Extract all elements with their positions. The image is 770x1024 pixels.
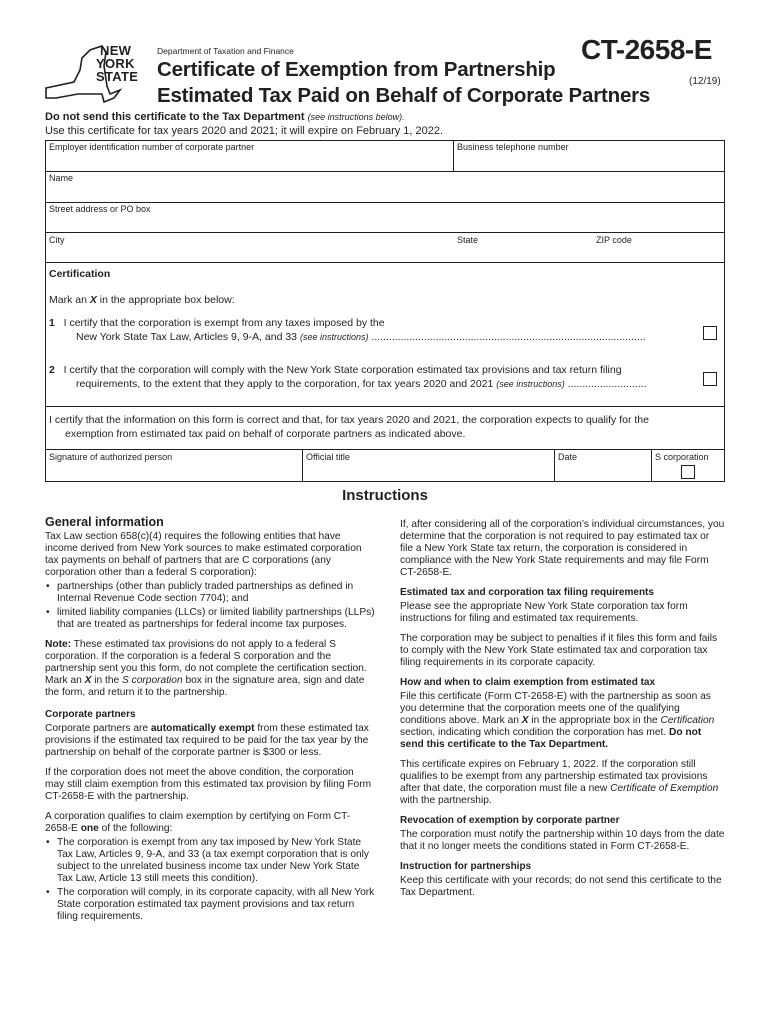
phone-field-label: Business telephone number [457, 142, 569, 152]
state-field-label: State [457, 235, 479, 245]
mark-instruction [49, 293, 235, 307]
item1-see-instructions: (see instructions) [299, 332, 369, 342]
use-period-notice: Use this certificate for tax years 2020 and 2021; it will expire on February 1, 2022. [45, 125, 444, 137]
form-number: CT-2658-E [581, 34, 712, 65]
date-field[interactable] [555, 462, 650, 481]
entity-list [45, 581, 375, 631]
certify-line2: exemption from estimated tax paid on behalf of corporate partners as indicated above. [65, 428, 466, 440]
corporate-partners-heading: Corporate partners [45, 709, 136, 720]
ein-field-label: Employer identification number of corporate partner [49, 142, 255, 152]
city-field-label: City [49, 235, 65, 245]
item1-number: 1 [49, 317, 55, 329]
department-name: Department of Taxation and Finance [157, 46, 294, 56]
note-paragraph: Note: These estimated tax provisions do not apply to a federal S corporation. If the corporation is a federal S corporation and the partnership sent you this form, do not complete the certification section. Mark an X in the S corporation box in the signature area, sign and date the form, and return it to the partnership. [45, 639, 367, 698]
penalties-text: The corporation may be subject to penalties if it files this form and fails to comply with the New York State estimated tax and corporation tax filing requirements in its corporate capacity. [400, 633, 718, 668]
certify-line1: I certify that the information on this form is correct and that, for tax years 2020 and 2021, the corporation expects to qualify for the [49, 414, 649, 426]
zip-field-label: ZIP code [596, 235, 632, 245]
general-information-text: Tax Law section 658(c)(4) requires the following entities that have income derived from New York sources to make estimated corporation tax payments on behalf of partners that are C corporations (any corporation other than a federal S corporation): [45, 531, 362, 578]
phone-field[interactable] [454, 152, 724, 170]
date-label: Date [558, 452, 578, 462]
form-title-line1: Certificate of Exemption from Partnership [157, 58, 556, 81]
name-field-label: Name [49, 173, 74, 183]
item2-line1: I certify that the corporation will comply with the New York State corporation estimated tax provisions and tax return filing [63, 364, 622, 376]
logo-line-new: NEW [100, 43, 132, 58]
mark-x: X [89, 294, 97, 306]
item1-line1: I certify that the corporation is exempt from any taxes imposed by the [63, 317, 385, 329]
instructions-right-column [400, 519, 725, 907]
list-item: • The corporation is exempt from any tax imposed by New York State Tax Law, Articles 9, 9-A, and 33 (a tax exempt corporation that is only subject to the unrelated business income tax under New York State Tax Law, Article 13 still meets this condition). [45, 837, 375, 885]
signature-label: Signature of authorized person [49, 452, 173, 462]
mark-suffix: in the appropriate box below: [96, 294, 235, 306]
logo-line-york: YORK [96, 56, 135, 71]
item2-leader-dots: ........................... [564, 378, 647, 390]
ein-field[interactable] [46, 152, 452, 170]
item2-number: 2 [49, 364, 55, 376]
ny-state-logo [44, 42, 154, 108]
item2-see-instructions: (see instructions) [496, 379, 565, 389]
form-title-line2: Estimated Tax Paid on Behalf of Corporate Partners [157, 84, 651, 107]
street-field[interactable] [46, 214, 724, 231]
certification-item-1 [49, 316, 709, 344]
partnerships-text: Keep this certificate with your records; do not send this certificate to the Tax Department. [400, 875, 722, 898]
logo-wordmark [96, 44, 138, 83]
instructions-left-column [45, 516, 375, 931]
corporate-partners-condition: If the corporation does not meet the above condition, the corporation may still claim exemption from this estimated tax provision by filing Form CT-2658-E with the partnership. [45, 767, 372, 802]
list-item: • The corporation will comply, in its corporate capacity, with all New York State corporation estimated tax payment provisions and tax return filing requirements. [45, 887, 375, 923]
circumstances-paragraph: If, after considering all of the corporation’s individual circumstances, you determine that the corporation is not required to pay estimated tax or file a New York State tax return, the corporation is considered in compliance with the New York State requirements and may file Form CT-2658-E. [400, 519, 725, 578]
official-title-label: Official title [306, 452, 350, 462]
instructions-title: Instructions [342, 487, 428, 504]
see-instructions-note: (see instructions below). [307, 112, 405, 122]
certification-item-2 [49, 363, 709, 391]
certification-1-checkbox[interactable] [703, 326, 717, 340]
certification-2-checkbox[interactable] [703, 372, 717, 386]
item1-leader-dots: .............................................................................................. [368, 331, 646, 343]
item1-line2: New York State Tax Law, Articles 9, 9-A, and 33 [76, 331, 298, 343]
partnerships-heading: Instruction for partnerships [400, 861, 532, 872]
mark-prefix: Mark an [49, 294, 90, 306]
qualify-list [45, 837, 375, 923]
signature-field[interactable] [46, 462, 301, 481]
do-not-send-notice [45, 111, 405, 123]
how-when-text: File this certificate (Form CT-2658-E) with the partnership as soon as you determine that the corporation meets one of the qualifying conditions above. Mark an X in the appropriate box in the Certification section, indicating which condition the corporation has met. Do not send this certificate to the Tax Department. [400, 691, 715, 750]
estimated-tax-text: Please see the appropriate New York State corporation tax form instructions for filing and estimated tax requirements. [400, 601, 688, 624]
name-field[interactable] [46, 184, 724, 201]
certification-heading: Certification [49, 268, 111, 280]
city-field[interactable] [46, 245, 446, 261]
item2-line2: requirements, to the extent that they apply to the corporation, for tax years 2020 and 2021 [76, 378, 494, 390]
revocation-text: The corporation must notify the partnership within 10 days from the date that it no longer meets the conditions stated in Form CT-2658-E. [400, 829, 725, 852]
revocation-heading: Revocation of exemption by corporate partner [400, 815, 620, 826]
certify-statement [49, 413, 721, 441]
qualify-paragraph: A corporation qualifies to claim exemption by certifying on Form CT-2658-E one of the following: [45, 811, 351, 834]
form-revision: (12/19) [689, 76, 721, 87]
general-information-heading: General information [45, 515, 164, 529]
list-item: • limited liability companies (LLCs) or limited liability partnerships (LLPs) that are treated as partnerships for federal income tax purposes. [45, 607, 375, 631]
state-field[interactable] [454, 245, 584, 261]
s-corporation-checkbox[interactable] [681, 465, 695, 479]
logo-line-state: STATE [96, 69, 139, 84]
list-item: • partnerships (other than publicly traded partnerships as defined in Internal Revenue Code section 7704); and [45, 581, 375, 605]
official-title-field[interactable] [303, 462, 553, 481]
do-not-send-text: Do not send this certificate to the Tax Department [45, 111, 305, 123]
s-corporation-label: S corporation [655, 452, 709, 462]
zip-field[interactable] [594, 245, 724, 261]
expiration-text: This certificate expires on February 1, 2022. If the corporation still qualifies to be exempt from any partnership estimated tax provisions after that date, the corporation must file a new Certificate of Exemption with the partnership. [400, 759, 719, 806]
how-when-heading: How and when to claim exemption from estimated tax [400, 677, 656, 688]
street-field-label: Street address or PO box [49, 204, 151, 214]
corporate-partners-text: Corporate partners are automatically exempt from these estimated tax provisions if the estimated tax required to be paid for the tax year by the partnership on behalf of the corporate partner is $300 or less. [45, 723, 369, 758]
estimated-tax-heading: Estimated tax and corporation tax filing requirements [400, 587, 654, 598]
